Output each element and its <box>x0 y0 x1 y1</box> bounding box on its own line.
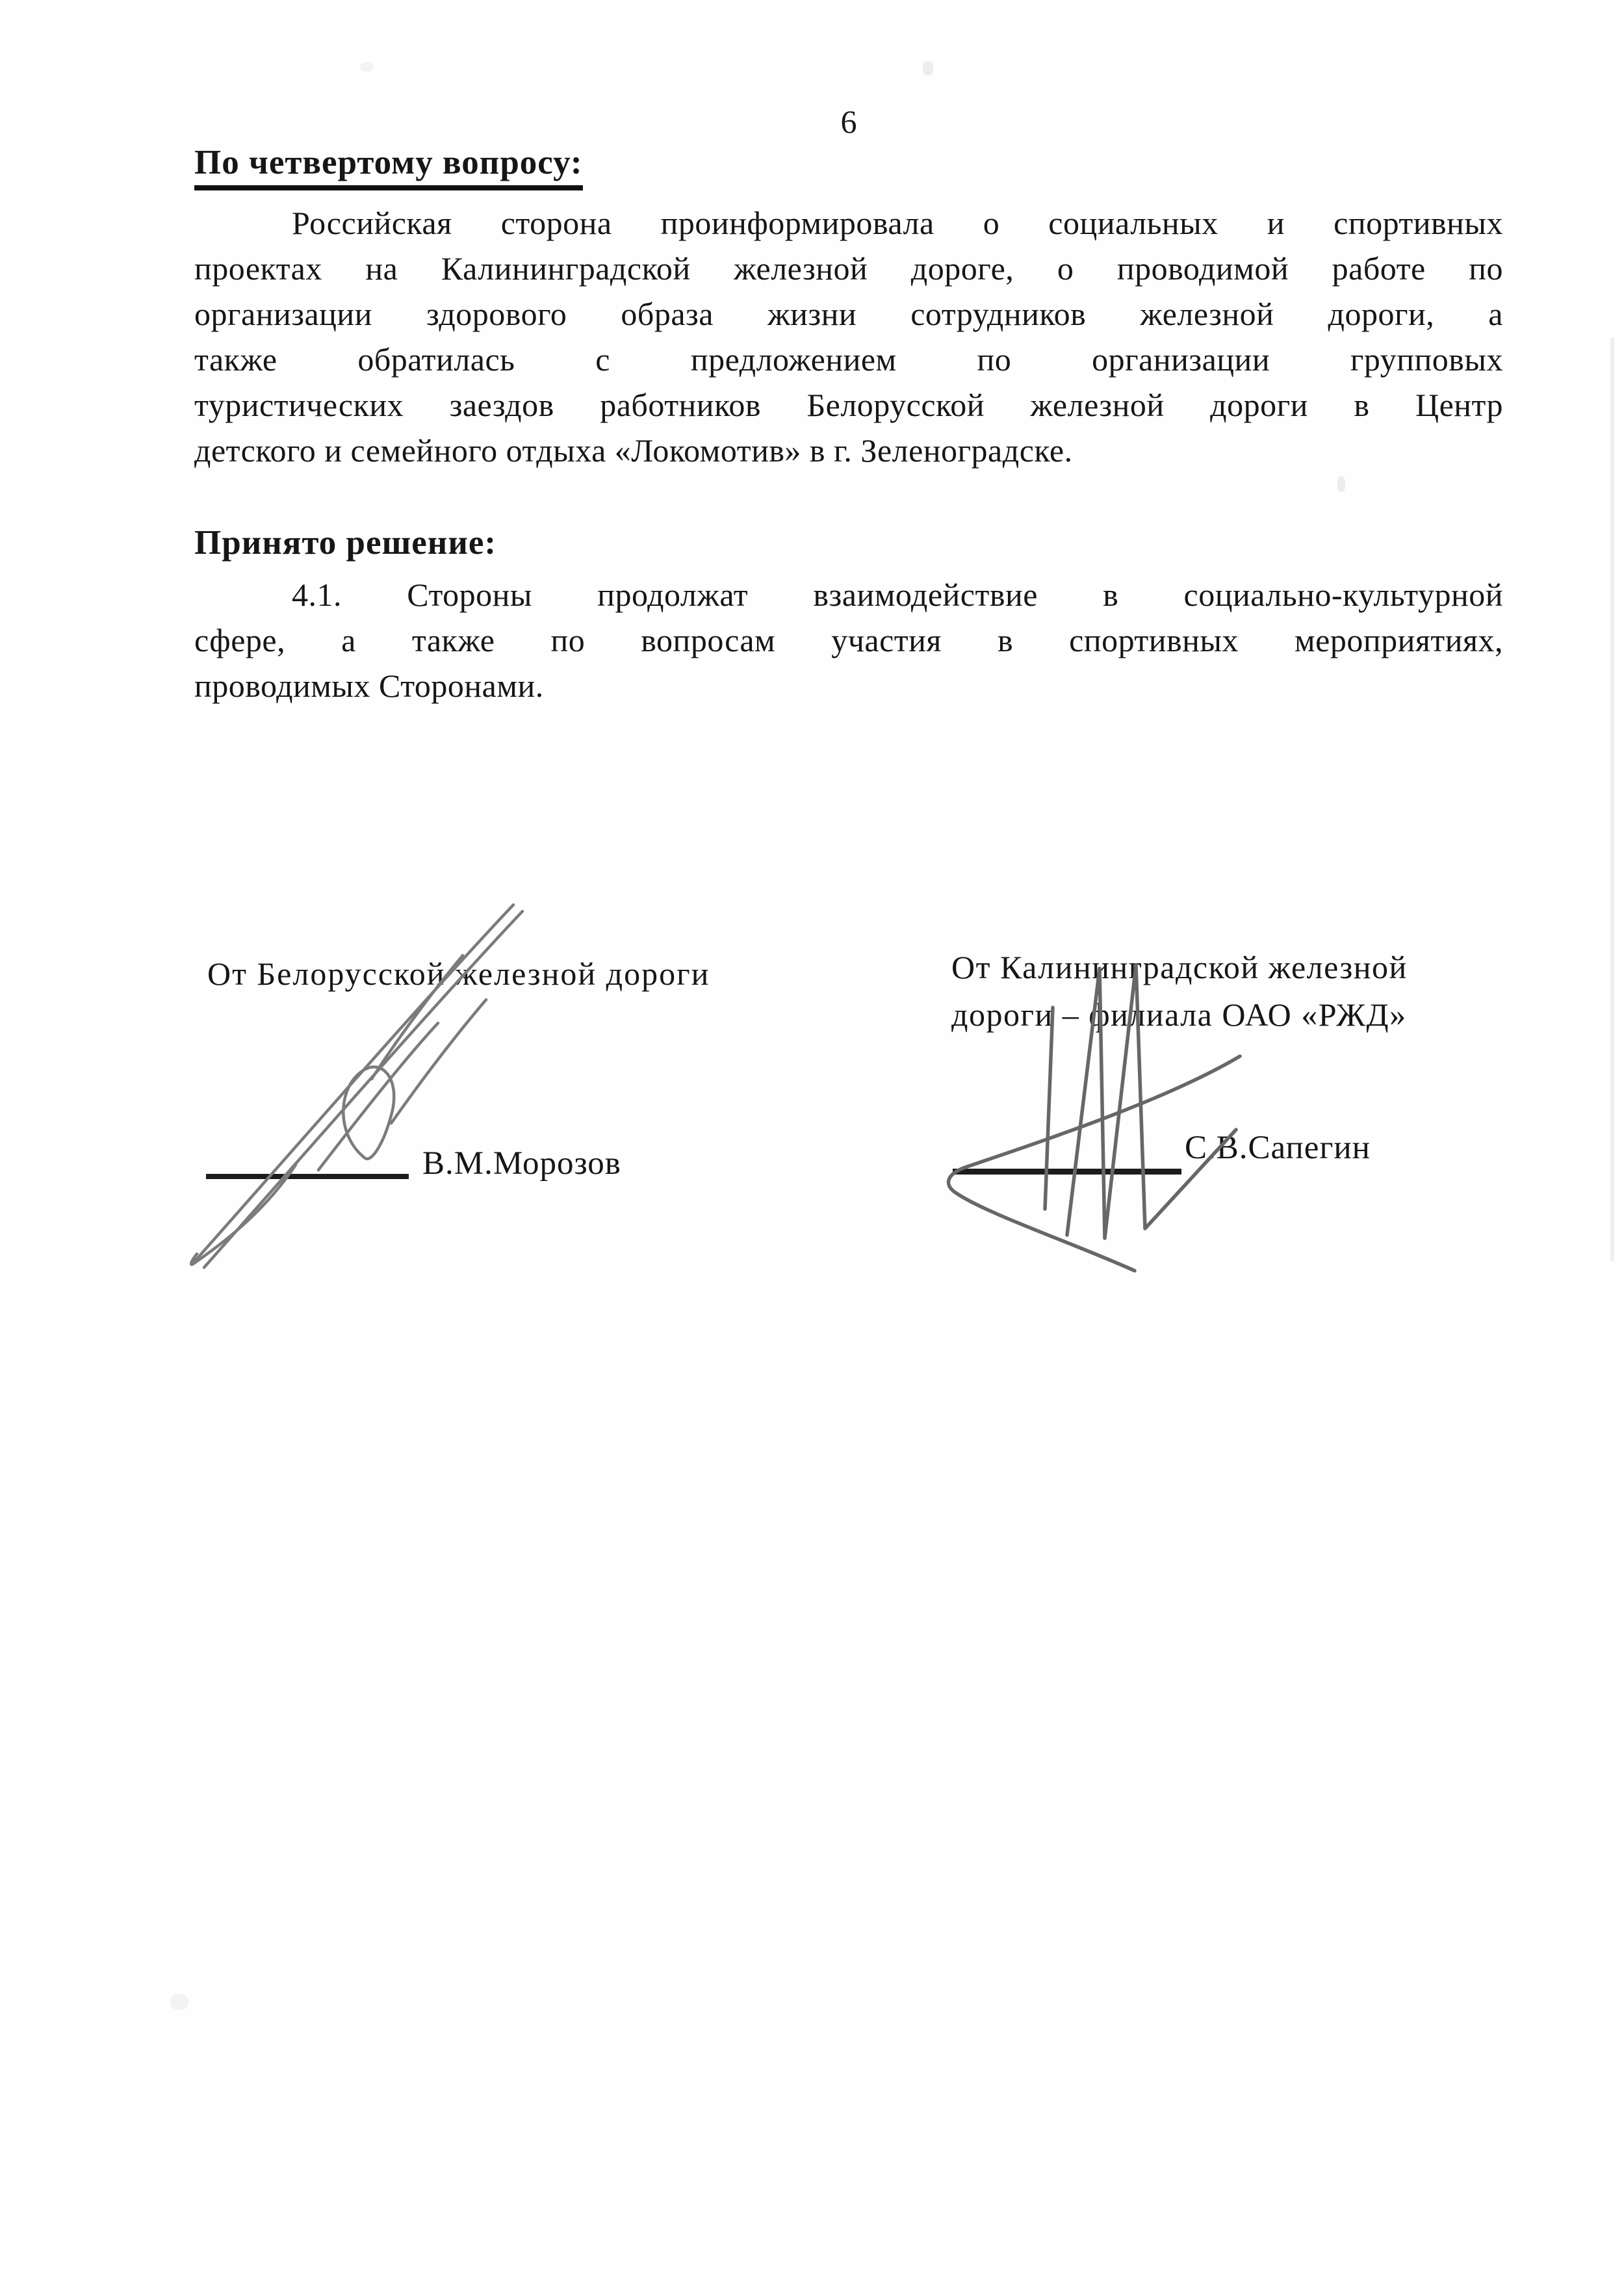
decision-heading: Принято решение: <box>194 524 497 562</box>
paragraph-line: туристических заездов работников Белорусской железной дороги в Центр <box>194 387 1503 423</box>
signature-rule-right <box>953 1169 1181 1175</box>
question-heading-wrap <box>194 143 583 190</box>
handwritten-signature-left <box>162 864 565 1293</box>
signature-name-left: В.М.Морозов <box>422 1145 621 1182</box>
signature-name-right: С.В.Сапегин <box>1185 1130 1371 1166</box>
paragraph-line: сфере, а также по вопросам участия в спортивных мероприятиях, <box>194 622 1503 658</box>
signature-caption-right-line1: От Калининградской железной <box>951 949 1408 985</box>
signature-rule-left <box>206 1174 409 1179</box>
scan-artifact-speck <box>923 61 933 75</box>
scan-artifact-speck <box>170 1994 188 2010</box>
paragraph-line: также обратилась с предложением по организации групповых <box>194 341 1503 378</box>
paragraph-line: детского и семейного отдыха «Локомотив» в г. Зеленоградске. <box>194 432 1073 469</box>
page-number: 6 <box>840 103 857 140</box>
paragraph-line: Российская сторона проинформировала о социальных и спортивных <box>292 205 1503 241</box>
paragraph-line: проводимых Сторонами. <box>194 668 544 704</box>
signature-caption-left: От Белорусской железной дороги <box>207 955 710 992</box>
signature-caption-right-line2: дороги – филиала ОАО «РЖД» <box>951 996 1407 1033</box>
paragraph-line: организации здорового образа жизни сотрудников железной дороги, а <box>194 296 1503 332</box>
question-heading: По четвертому вопросу: <box>194 143 583 190</box>
scan-artifact-speck <box>360 62 373 71</box>
paragraph-line: 4.1. Стороны продолжат взаимодействие в социально-культурной <box>292 577 1503 613</box>
paragraph-line: проектах на Калининградской железной дороге, о проводимой работе по <box>194 250 1503 287</box>
scan-artifact-speck <box>1337 476 1345 492</box>
signature-caption-right <box>951 944 1588 1039</box>
scan-edge-streak <box>1610 338 1614 1261</box>
